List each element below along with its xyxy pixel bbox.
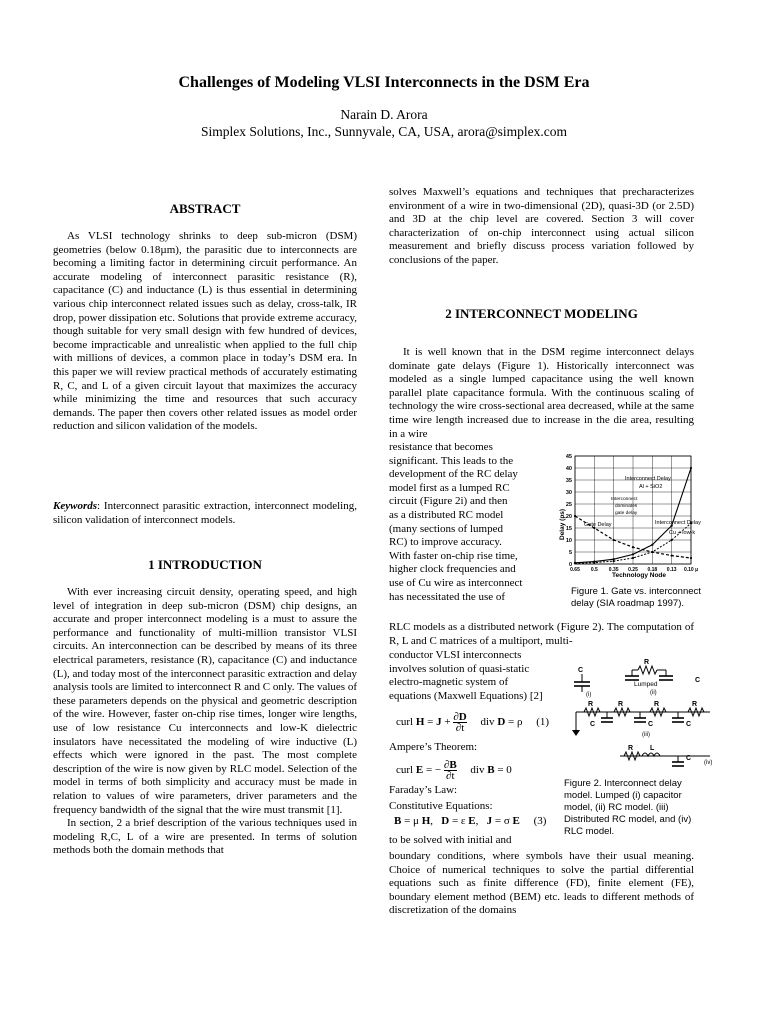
section2-final-paragraph [389,850,694,918]
keywords-label: Keywords [53,500,97,512]
fig2-r-iv: R [628,745,634,752]
text-line: With faster on-chip rise time, [389,549,518,562]
equation-3-number: (3) [533,815,547,827]
text-line: resistance that becomes [389,441,493,453]
fig2-r-iii-c: R [654,701,660,708]
fig2-iii: (iii) [642,732,650,738]
abstract-heading: ABSTRACT [169,201,241,216]
rlc-text: RLC models as a distributed network (Figure 2). The computation of R, L and C matrices of a multiport, multi- [389,621,694,647]
x-tick-label: 0.35 [608,567,619,573]
maxwell-intro [389,649,569,703]
y-tick-label: 0 [568,562,572,568]
data-point [593,561,595,563]
intro-body [53,586,357,858]
ground-arrow-icon [572,730,580,736]
section2-narrow-text [389,441,554,604]
y-tick-label: 45 [565,454,572,460]
fig2-iv: (iv) [704,760,713,766]
y-tick-label: 20 [565,514,572,520]
y-tick-label: 30 [565,490,572,496]
text-line: significant. This leads to the [389,454,514,467]
data-point [651,544,653,546]
fig2-c-iii-b: C [648,721,654,728]
abstract-body [53,230,357,434]
text-line: higher clock frequencies and [389,563,516,576]
constitutive-label: Constitutive Equations: [389,800,493,812]
x-tick-label: 0.5 [590,567,598,573]
y-tick-label: 25 [565,502,572,508]
data-point [574,562,576,564]
text-line: circuit (Figure 2i) and then [389,495,508,508]
keywords-block [53,500,357,527]
fig2-ii: (ii) [650,690,657,696]
fig2-r-iii-b: R [618,701,624,708]
data-point [613,539,615,541]
y-tick-label: 5 [568,550,572,556]
figure1-label-gate: Gate Delay [584,522,612,528]
fig2-r-iii-d: R [692,701,698,708]
text-line: (many sections of lumped [389,522,503,535]
intro-heading: 1 INTRODUCTION [148,557,262,572]
section2-para [389,346,694,441]
y-tick-label: 10 [565,538,572,544]
fig2-l-iv: L [650,745,655,752]
text-line: electro-magnetic system of [389,676,509,689]
text-line: RC) to improve accuracy. [389,536,502,549]
right-top-paragraph [389,186,694,268]
figure1-label-al: Al + SiO2 [639,484,663,490]
figure1-ylabel: Delay (ps) [559,508,566,540]
fig2-lumped: Lumped [634,681,658,688]
fig2-c-iv: C [686,755,692,762]
x-tick-label: 0.25 [628,567,638,573]
figure1-label-interconnect: Interconnect Delay [625,476,671,482]
y-tick-label: 40 [565,466,572,472]
text-line: development of the RC delay [389,468,518,481]
figure1-label-cu: Cu + low-k [669,530,696,536]
paper-title: Challenges of Modeling VLSI Interconnects in the DSM Era [178,74,590,91]
section2-last-text: boundary conditions, where symbols have their usual meaning. Choice of numerical techniques to solve the partial differential equations such as finite difference (FD), finite element (FE), boundary element method (BEM) etc. leads to different methods of discretization of the domains [389,850,694,917]
text-line: model first as a lumped RC [389,481,510,494]
data-point [671,555,673,557]
section2-text: It is well known that in the DSM regime interconnect delays dominate gate delays (Figure 1). Historically interconnect was modeled as a single lumped capacitance using the well known parallel plate capacitance formula. With the continuous scaling of technology the wire cross-sectional area decreased, while at the same time wire length increased due to increase in the die area, resulting in a wire [389,346,694,440]
data-point [671,539,673,541]
figure1-label-interconnect2: Interconnect Delay [655,520,701,526]
data-point [690,557,692,559]
x-tick-label: 0.13 [666,567,677,573]
figure1-chart [551,450,701,584]
data-point [690,467,692,469]
x-tick-label: 0.10 µ [683,567,699,573]
text-line: as a distributed RC model [389,508,504,521]
data-point [651,551,653,553]
fig2-r-ii: R [644,659,650,666]
data-point [613,560,615,562]
after-equations-line: to be solved with initial and [389,834,512,846]
figure1-label-dominates: Interconnect dominates gate delay [611,497,638,516]
data-point [632,546,634,548]
text-line: use of Cu wire as interconnect [389,576,523,589]
text-line: conductor VLSI interconnects [389,649,522,661]
figure2-diagram [570,656,720,776]
text-line: has necessitated the use of [389,590,506,603]
fig2-r-iii-a: R [588,701,594,708]
author-affiliation: Simplex Solutions, Inc., Sunnyvale, CA, USA, arora@simplex.com [200,124,568,139]
right-top-text: solves Maxwell’s equations and techniques that precharacterizes environment of a wire in two-dimensional (2D), quasi-3D (or 2.5D) and 3D at the chip level are covered. Section 3 will cover characterization of on-chip interconnect using actual silicon measurement and briefly discuss process variation followed by conclusions of the paper. [389,186,694,266]
equation-2: curl E = − $\frac{\partial B}{\partial t}$ div B = 0 [396,759,512,782]
figure2-caption: Figure 2. Interconnect delay model. Lumped (i) capacitor model, (ii) RC model. (iii) Distributed RC model, and (iv) RLC model. [564,778,692,837]
text-line: involves solution of quasi-static [389,662,530,675]
intro-paragraph-2: In section, 2 a brief description of the various techniques used in modeling R,C, L of a wire are presented. In terms of solution methods both the domain methods that [53,817,357,857]
figure1-yticks [566,454,572,568]
abstract-text: As VLSI technology shrinks to deep sub-micron (DSM) geometries (below 0.18µm), the parasitic due to interconnects are becoming a limiting factor in determining circuit performance. An accurate modeling of interconnect parasitic resistance (R), capacitance (C) and inductance (L) is thus essential in determining various chip interconnect related issues such as delay, cross-talk, IR drop, power dissipation etc. Solutions that provide extreme accuracy, though suitable for very small design with few hundred of devices, become impracticable and unrealistic when applied to the full chip with millions of devices, a common place in today’s DSM era. In this paper we will review practical methods of accurately estimating R, C, and L of a given circuit layout that maximizes the accuracy while minimizing the time and resources that such accuracy demands. The paper then covers other related issues as model order reduction and silicon validation of the models. [53,230,357,433]
faraday-label: Faraday’s Law: [389,784,458,796]
fig2-c-ii: C [695,677,701,684]
ampere-label: Ampere’s Theorem: [389,741,478,753]
fig2-c-i: C [578,667,584,674]
x-tick-label: 0.18 [647,567,658,573]
x-tick-label: 0.65 [570,567,580,573]
data-point [613,558,615,560]
y-tick-label: 35 [565,478,572,484]
equation-3: B = μ H, D = ε E, J = σ E (3) [394,815,547,827]
figure1-caption: Figure 1. Gate vs. interconnect delay (SIA roadmap 1997). [571,586,701,609]
data-point [574,515,576,517]
intro-paragraph-1: With ever increasing circuit density, operating speed, and high level of integration in deep sub-micron (DSM) chip designs, an accurate and proper interconnect modeling is a must to assure the performance and functionality of multi-million transistor VLSI circuits. An interconnection can be described by means of its three electrical parameters, resistance (R), capacitance (C) and inductance (L), and today most of the interconnect parasitic extraction and delay analysis tools are limited to interconnect R and C only. The values of these parameters depends on the physical and geometric description of the wire. However, faster on-chip rise times, longer wire lengths, use of low resistance Cu interconnects and low-K dielectric insulators have necessitated the modeling of wire inductive (L) effects which were ignored in the past. The most complete description of the wire is now given by RLC model. Selection of the model in terms of both simplicity and accuracy must be made in relation to values of wire parameters, driver parameters and the frequency bandwidth of the signal that the wire must transmit [1]. [53,586,357,816]
equation-1: curl H = J + $\frac{\partial D}{\partial t}$ div D = ρ (1) [396,711,550,734]
equation-1-number: (1) [536,716,550,729]
fig2-i: (i) [586,692,592,698]
text-line: equations (Maxwell Equations) [2] [389,689,543,702]
data-point [632,557,634,559]
rlc-line [389,621,694,648]
fig2-c-iii-c: C [686,721,692,728]
author-name: Narain D. Arora [340,107,428,122]
fig2-c-iii-a: C [590,721,596,728]
section2-heading: 2 INTERCONNECT MODELING [445,306,638,321]
y-tick-label: 15 [565,526,572,532]
keywords-text: : Interconnect parasitic extraction, interconnect modeling, silicon validation of interconnect models. [53,500,357,526]
figure1-xlabel: Technology Node [611,572,667,579]
data-point [632,553,634,555]
